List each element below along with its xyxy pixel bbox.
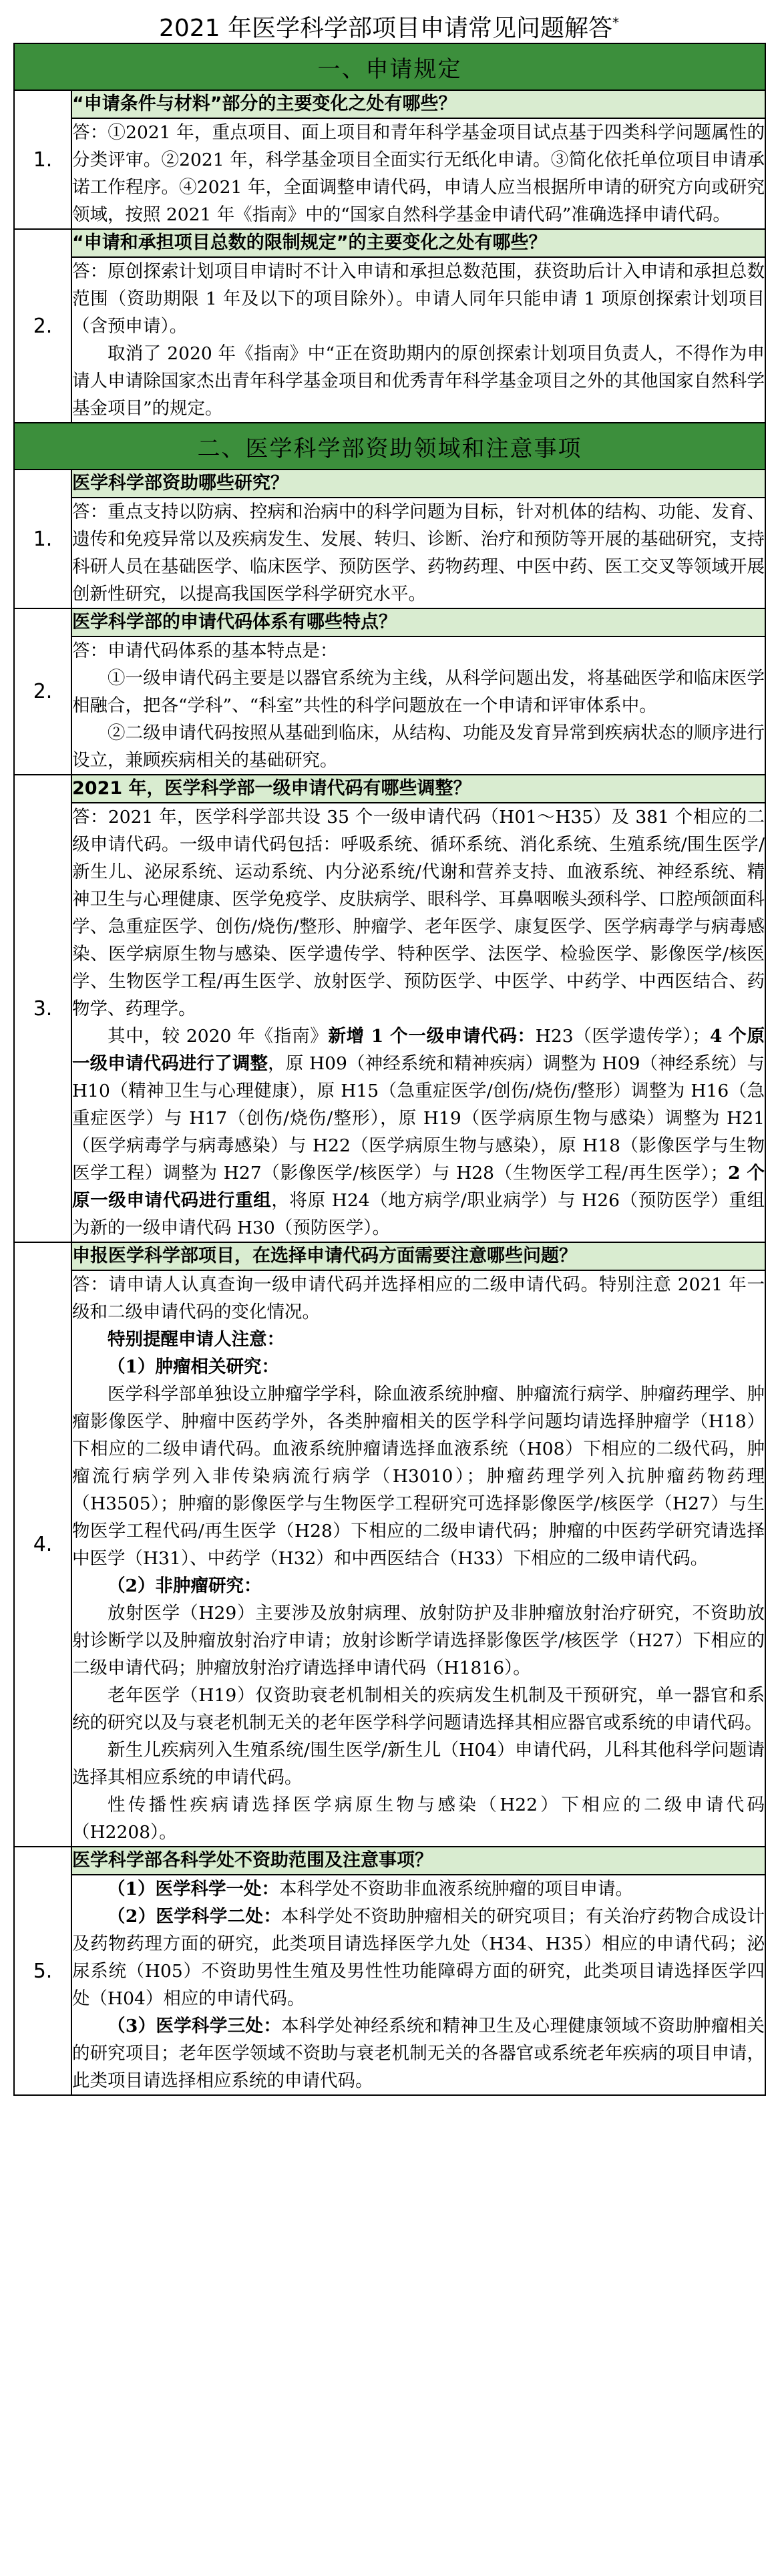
answer-paragraph: 新生儿疾病列入生殖系统/围生医学/新生儿（H04）申请代码，儿科其他科学问题请选择其相应系统的申请代码。 bbox=[72, 1740, 765, 1788]
title-text: 2021 年医学科学部项目申请常见问题解答 bbox=[158, 15, 613, 42]
section-heading-2: 二、医学科学部资助领域和注意事项 bbox=[14, 423, 765, 470]
dept-label: （3）医学科学三处： bbox=[108, 2016, 282, 2036]
notice-heading: 特别提醒申请人注意： bbox=[108, 1329, 284, 1350]
dept-text: 本科学处不资助非血液系统肿瘤的项目申请。 bbox=[278, 1879, 633, 1899]
answer-paragraph: 取消了 2020 年《指南》中“正在资助期内的原创探索计划项目负责人，不得作为申请人申请除国家杰出青年科学基金项目和优秀青年科学基金项目之外的其他国家自然科学基金项目”的规定。 bbox=[72, 343, 765, 419]
answer bbox=[71, 498, 765, 608]
answer bbox=[71, 803, 765, 1242]
change-reorganized-codes: 2 个原一级申请代码进行重组 bbox=[72, 1163, 765, 1211]
question: “申请和承担项目总数的限制规定”的主要变化之处有哪些？ bbox=[71, 229, 765, 257]
item-number: 4. bbox=[14, 1242, 71, 1847]
question: “申请条件与材料”部分的主要变化之处有哪些？ bbox=[71, 90, 765, 118]
question: 2021 年，医学科学部一级申请代码有哪些调整？ bbox=[71, 775, 765, 803]
item-number: 2. bbox=[14, 608, 71, 775]
answer-paragraph: 老年医学（H19）仅资助衰老机制相关的疾病发生机制及干预研究，单一器官和系统的研究以及与衰老机制无关的老年医学科学问题请选择其相应器官或系统的申请代码。 bbox=[72, 1685, 765, 1733]
answer-paragraph: 放射医学（H29）主要涉及放射病理、放射防护及非肿瘤放射治疗研究，不资助放射诊断学以及肿瘤放射治疗申请；放射诊断学请选择影像医学/核医学（H27）下相应的二级申请代码；肿瘤放射治疗请选择申请代码（H1816）。 bbox=[72, 1603, 765, 1678]
section-heading-1: 一、申请规定 bbox=[14, 43, 765, 90]
faq-table bbox=[13, 43, 766, 2096]
answer-paragraph: 性传播性疾病请选择医学病原生物与感染（H22）下相应的二级申请代码（H2208）。 bbox=[72, 1795, 765, 1843]
change-lead: 其中，较 2020 年《指南》 bbox=[108, 1026, 329, 1047]
dept-label: （2）医学科学二处： bbox=[108, 1906, 282, 1927]
code-change-paragraph bbox=[72, 1023, 765, 1242]
dept-text: 本科学处神经系统和精神卫生及心理健康领域不资助肿瘤相关的研究项目；老年医学领域不资助与衰老机制无关的各器官或系统老年疾病的项目申请，此类项目请选择相应系统的申请代码。 bbox=[72, 2016, 765, 2091]
change-new-code: 新增 1 个一级申请代码： bbox=[328, 1026, 536, 1047]
item-number: 3. bbox=[14, 775, 71, 1242]
answer bbox=[71, 636, 765, 775]
change-adjusted-detail: ，原 H09（神经系统和精神疾病）调整为 H09（神经系统）与 H10（精神卫生与心理健康），原 H15（急重症医学/创伤/烧伤/整形）调整为 H16（急重症医学）与 H17（创伤/烧伤/整形），原 H19（医学病原生物与感染）调整为 H21（医学病毒学与病毒感染）与 H22（医学病原生物与感染），原 H18（影像医学与生物医学工程）调整为 H27（影像医学/核医学）与 H28（生物医学工程/再生医学）； bbox=[72, 1053, 765, 1183]
answer-paragraph: 答：2021 年，医学科学部共设 35 个一级申请代码（H01～H35）及 381 个相应的二级申请代码。一级申请代码包括：呼吸系统、循环系统、消化系统、生殖系统/围生医学/新生儿、泌尿系统、运动系统、内分泌系统/代谢和营养支持、血液系统、神经系统、精神卫生与心理健康、医学免疫学、皮肤病学、眼科学、耳鼻咽喉头颈科学、口腔颅颌面科学、急重症医学、创伤/烧伤/整形、肿瘤学、老年医学、康复医学、医学病毒学与病毒感染、医学病原生物与感染、医学遗传学、特种医学、法医学、检验医学、影像医学/核医学、生物医学工程/再生医学、放射医学、预防医学、中医学、中药学、中西医结合、药物学、药理学。 bbox=[72, 807, 765, 1019]
answer bbox=[71, 1875, 765, 2095]
answer-paragraph: 答：申请代码体系的基本特点是： bbox=[72, 640, 338, 661]
change-reorganized-detail: ，将原 H24（地方病学/职业病学）与 H26（预防医学）重组为新的一级申请代码 H30（预防医学）。 bbox=[72, 1190, 765, 1238]
answer-paragraph: 医学科学部单独设立肿瘤学学科，除血液系统肿瘤、肿瘤流行病学、肿瘤药理学、肿瘤影像医学、肿瘤中医药学外，各类肿瘤相关的医学科学问题均请选择肿瘤学（H18）下相应的二级申请代码。血液系统肿瘤请选择血液系统（H08）下相应的二级代码，肿瘤流行病学列入非传染病流行病学（H3010）；肿瘤药理学列入抗肿瘤药物药理（H3505）；肿瘤的影像医学与生物医学工程研究可选择影像医学/核医学（H27）与生物医学工程代码/再生医学（H28）下相应的二级申请代码；肿瘤的中医药学研究请选择中医学（H31）、中药学（H32）和中西医结合（H33）下相应的二级申请代码。 bbox=[72, 1384, 765, 1569]
dept-paragraph bbox=[72, 1903, 765, 2012]
change-adjusted-codes: 4 个原一级申请代码进行了调整 bbox=[72, 1026, 765, 1074]
dept-paragraph bbox=[72, 2012, 765, 2094]
dept-label: （1）医学科学一处： bbox=[108, 1879, 279, 1899]
item-number: 1. bbox=[14, 90, 71, 229]
dept-paragraph bbox=[72, 1875, 765, 1903]
change-new-code-detail: H23（医学遗传学）； bbox=[535, 1026, 710, 1047]
subheading-tumor: （1）肿瘤相关研究： bbox=[108, 1356, 279, 1377]
dept-text: 本科学处不资助肿瘤相关的研究项目；有关治疗药物合成设计及药物药理方面的研究，此类项目请选择医学九处（H34、H35）相应的申请代码；泌尿系统（H05）不资助男性生殖及男性性功能障碍方面的研究，此类项目请选择医学四处（H04）相应的申请代码。 bbox=[72, 1906, 765, 2009]
answer-paragraph: 答：①2021 年，重点项目、面上项目和青年科学基金项目试点基于四类科学问题属性的分类评审。②2021 年，科学基金项目全面实行无纸化申请。③简化依托单位项目申请承诺工作程序。④2021 年，全面调整申请代码，申请人应当根据所申请的研究方向或研究领域，按照 2021 年《指南》中的“国家自然科学基金申请代码”准确选择申请代码。 bbox=[72, 122, 765, 225]
answer bbox=[71, 257, 765, 423]
subheading-non-tumor: （2）非肿瘤研究： bbox=[108, 1576, 262, 1596]
answer bbox=[71, 118, 765, 229]
answer-paragraph: 答：重点支持以防病、控病和治病中的科学问题为目标，针对机体的结构、功能、发育、遗传和免疫异常以及疾病发生、发展、转归、诊断、治疗和预防等开展的基础研究，支持科研人员在基础医学、临床医学、预防医学、药物药理、中医中药、医工交叉等领域开展创新性研究，以提高我国医学科学研究水平。 bbox=[72, 502, 765, 604]
item-number: 1. bbox=[14, 470, 71, 608]
answer-paragraph: 答：请申请人认真查询一级申请代码并选择相应的二级申请代码。特别注意 2021 年一级和二级申请代码的变化情况。 bbox=[72, 1274, 765, 1322]
answer-paragraph: ①一级申请代码主要是以器官系统为主线，从科学问题出发，将基础医学和临床医学相融合，把各“学科”、“科室”共性的科学问题放在一个申请和评审体系中。 bbox=[72, 668, 765, 716]
question: 医学科学部资助哪些研究？ bbox=[71, 470, 765, 498]
question: 医学科学部的申请代码体系有哪些特点？ bbox=[71, 608, 765, 636]
question: 医学科学部各科学处不资助范围及注意事项？ bbox=[71, 1847, 765, 1875]
document-title bbox=[13, 4, 765, 43]
question: 申报医学科学部项目，在选择申请代码方面需要注意哪些问题？ bbox=[71, 1242, 765, 1270]
answer-paragraph: ②二级申请代码按照从基础到临床，从结构、功能及发育异常到疾病状态的顺序进行设立，兼顾疾病相关的基础研究。 bbox=[72, 723, 765, 771]
answer-paragraph: 答：原创探索计划项目申请时不计入申请和承担总数范围，获资助后计入申请和承担总数范围（资助期限 1 年及以下的项目除外）。申请人同年只能申请 1 项原创探索计划项目（含预申请）。 bbox=[72, 261, 765, 337]
item-number: 5. bbox=[14, 1847, 71, 2095]
title-footnote-mark: * bbox=[612, 15, 620, 31]
answer bbox=[71, 1270, 765, 1847]
item-number: 2. bbox=[14, 229, 71, 423]
